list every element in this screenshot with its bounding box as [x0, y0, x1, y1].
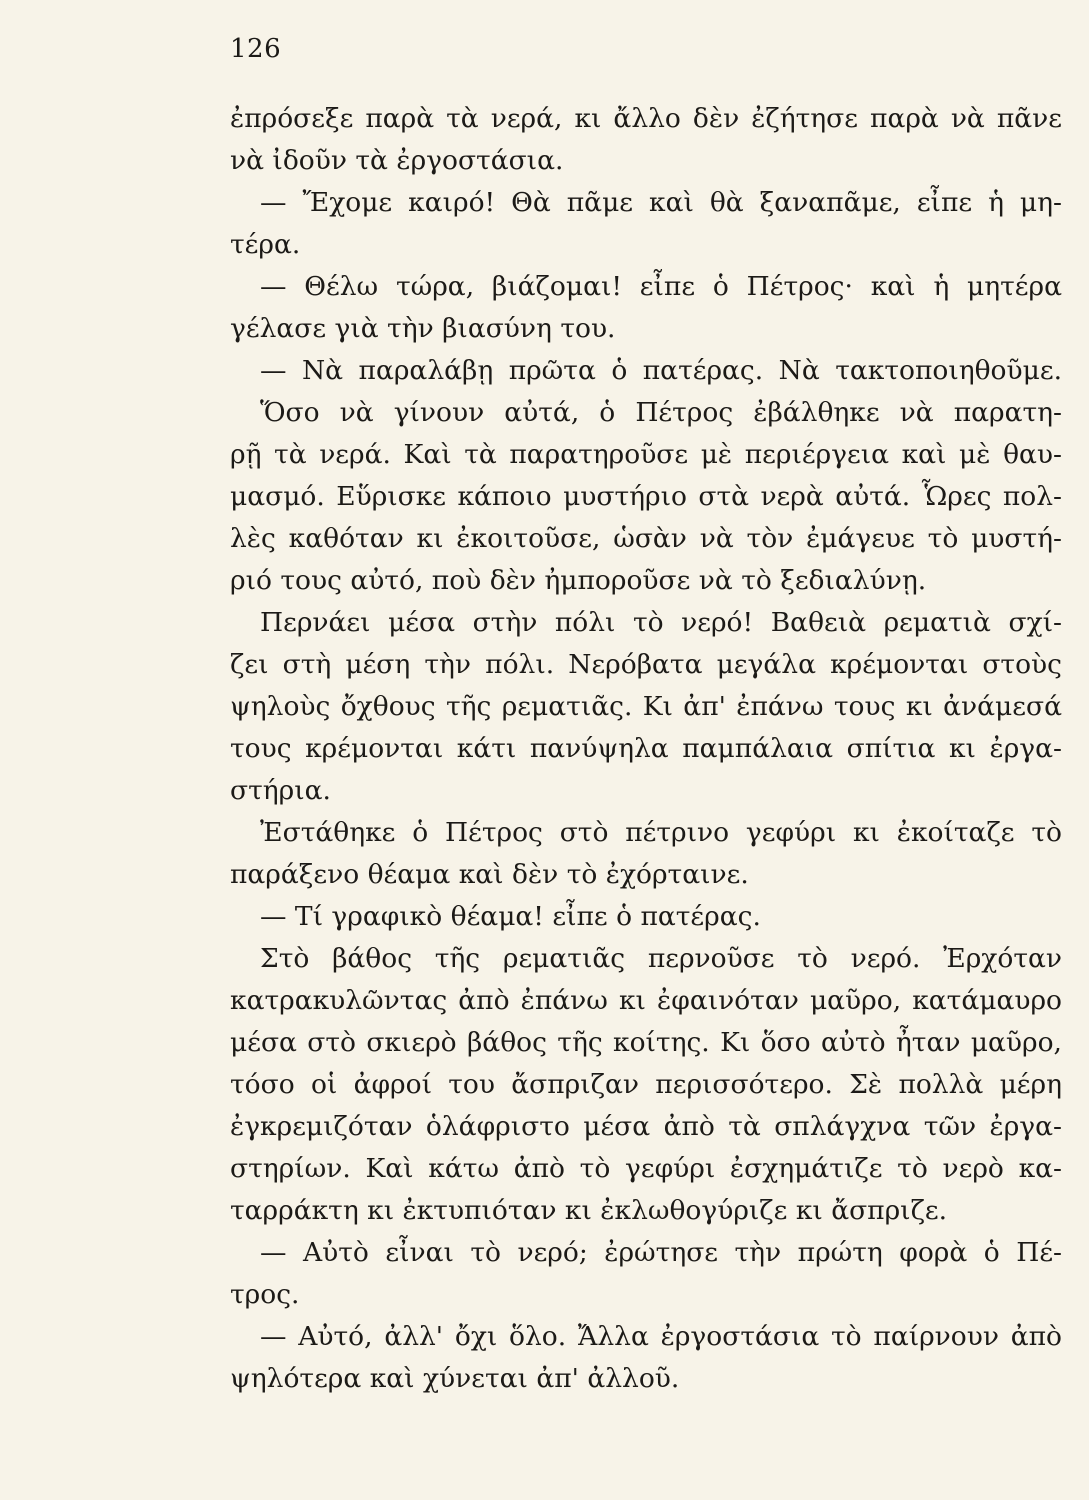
text-line: ζει στὴ μέση τὴν πόλι. Νερόβατα μεγάλα κρέμονται στοὺς	[230, 649, 1062, 680]
text-line: στηρίων. Καὶ κάτω ἀπὸ τὸ γεφύρι ἐσχημάτιζε τὸ νερὸ κα-	[230, 1153, 1062, 1184]
paragraph-line: Περνάει μέσα στὴν πόλι τὸ νερό! Βαθειὰ ρεματιὰ σχί-	[260, 607, 1062, 638]
text-line: ἐπρόσεξε παρὰ τὰ νερά, κι ἄλλο δὲν ἐζήτησε παρὰ νὰ πᾶνε	[230, 103, 1062, 134]
dialogue-line: — Ἔχομε καιρό! Θὰ πᾶμε καὶ θὰ ξαναπᾶμε, εἶπε ἡ μη-	[260, 187, 1062, 218]
dialogue-line: — Νὰ παραλάβῃ πρῶτα ὁ πατέρας. Νὰ τακτοποιηθοῦμε.	[260, 355, 1062, 386]
text-line: παράξενο θέαμα καὶ δὲν τὸ ἐχόρταινε.	[230, 859, 749, 890]
text-line: μέσα στὸ σκιερὸ βάθος τῆς κοίτης. Κι ὅσο αὐτὸ ἦταν μαῦρο,	[230, 1027, 1062, 1058]
paragraph-line: Ἐστάθηκε ὁ Πέτρος στὸ πέτρινο γεφύρι κι ἐκοίταζε τὸ	[260, 817, 1062, 848]
text-line: ἐγκρεμιζόταν ὁλάφριστο μέσα ἀπὸ τὰ σπλάγχνα τῶν ἐργα-	[230, 1111, 1062, 1142]
text-line: ρῇ τὰ νερά. Καὶ τὰ παρατηροῦσε μὲ περιέργεια καὶ μὲ θαυ-	[230, 439, 1062, 470]
text-line: τους κρέμονται κάτι πανύψηλα παμπάλαια σπίτια κι ἐργα-	[230, 733, 1062, 764]
paragraph-line: Ὅσο νὰ γίνουν αὐτά, ὁ Πέτρος ἐβάλθηκε νὰ παρατη-	[260, 397, 1062, 428]
dialogue-line: — Θέλω τώρα, βιάζομαι! εἶπε ὁ Πέτρος· καὶ ἡ μητέρα	[260, 271, 1062, 302]
text-line: κατρακυλῶντας ἀπὸ ἐπάνω κι ἐφαινόταν μαῦρο, κατάμαυρο	[230, 985, 1062, 1016]
text-line: γέλασε γιὰ τὴν βιασύνη του.	[230, 313, 616, 344]
text-line: ριό τους αὐτό, ποὺ δὲν ἠμποροῦσε νὰ τὸ ξεδιαλύνῃ.	[230, 565, 927, 596]
text-line: νὰ ἰδοῦν τὰ ἐργοστάσια.	[230, 145, 564, 176]
text-line: λὲς καθόταν κι ἐκοιτοῦσε, ὡσὰν νὰ τὸν ἐμάγευε τὸ μυστή-	[230, 523, 1062, 554]
page-number: 126	[230, 34, 282, 64]
dialogue-line: — Αὐτό, ἀλλ' ὄχι ὅλο. Ἄλλα ἐργοστάσια τὸ παίρνουν ἀπὸ	[260, 1321, 1062, 1352]
text-line: ψηλοὺς ὄχθους τῆς ρεματιᾶς. Κι ἀπ' ἐπάνω τους κι ἀνάμεσά	[230, 691, 1062, 722]
text-line: ταρράκτη κι ἐκτυπιόταν κι ἐκλωθογύριζε κι ἄσπριζε.	[230, 1195, 948, 1226]
text-line: μασμό. Εὕρισκε κάποιο μυστήριο στὰ νερὰ αὐτά. Ὧρες πολ-	[230, 481, 1062, 512]
text-line: ψηλότερα καὶ χύνεται ἀπ' ἀλλοῦ.	[230, 1363, 680, 1394]
dialogue-line: — Τί γραφικὸ θέαμα! εἶπε ὁ πατέρας.	[260, 901, 761, 932]
text-line: τρος.	[230, 1279, 300, 1310]
paragraph-line: Στὸ βάθος τῆς ρεματιᾶς περνοῦσε τὸ νερό. Ἐρχόταν	[260, 943, 1062, 974]
text-line: τόσο οἱ ἀφροί του ἄσπριζαν περισσότερο. Σὲ πολλὰ μέρη	[230, 1069, 1062, 1100]
dialogue-line: — Αὐτὸ εἶναι τὸ νερό; ἐρώτησε τὴν πρώτη φορὰ ὁ Πέ-	[260, 1237, 1062, 1268]
text-line: τέρα.	[230, 229, 301, 260]
text-line: στήρια.	[230, 775, 331, 806]
